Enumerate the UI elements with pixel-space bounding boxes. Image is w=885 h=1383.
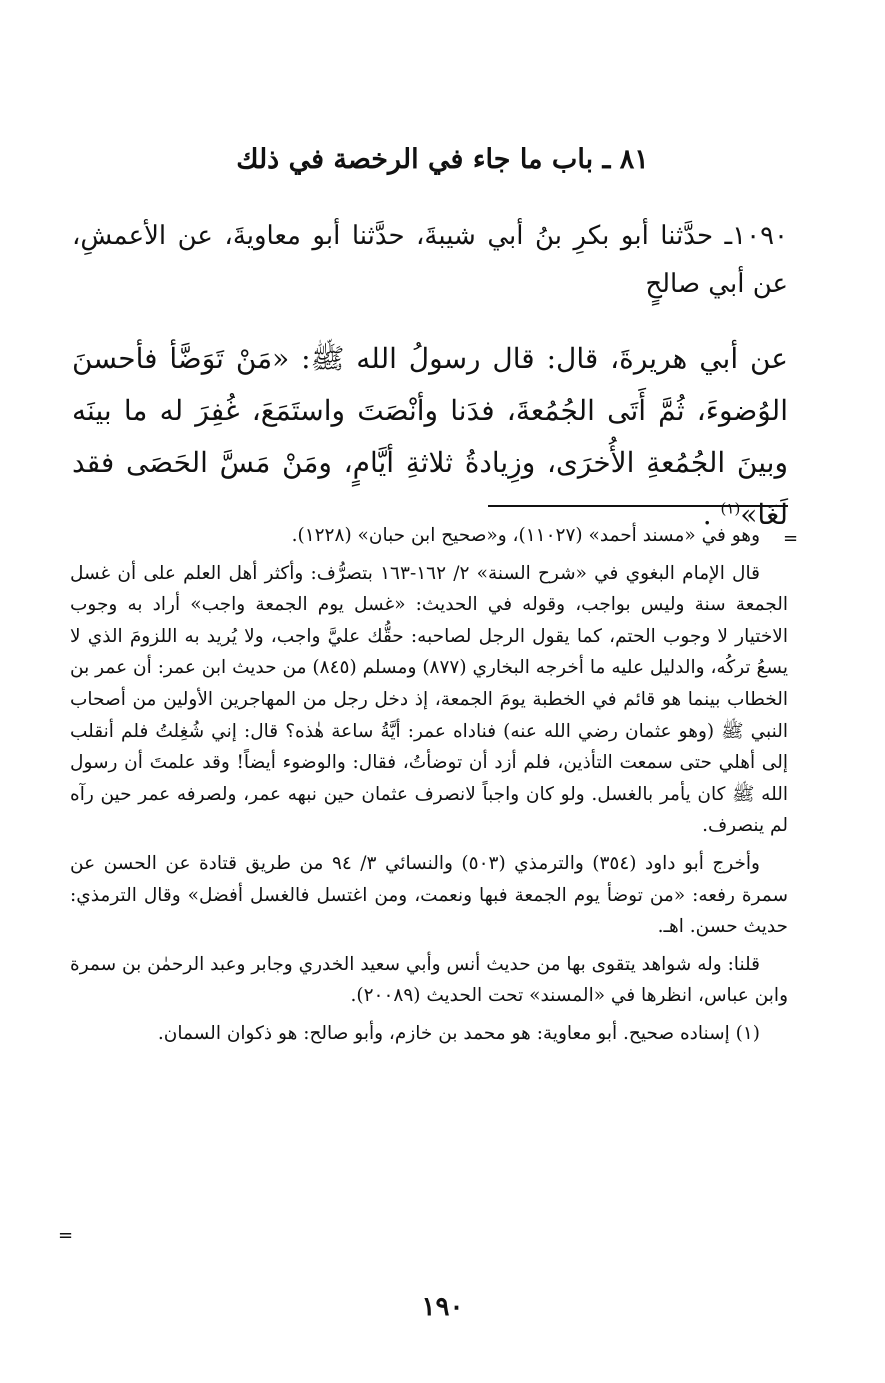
continuation-mark-bottom: = bbox=[58, 1225, 74, 1246]
footnote-paragraph: قال الإمام البغوي في «شرح السنة» ٢/ ١٦٢-١٦٣ بتصرُّف: وأكثر أهل العلم على أن غسل الجمعة سنة وليس بواجب، وقوله في الحديث: «غسل يوم الجمعة واجب» أراد به وجوب الاختيار لا وجوب الحتم، كما يقول الرجل لصاحبه: حقُّك عليَّ واجب، ولا يُريد به اللزومَ الذي لا يسعُ تركُه، والدليل عليه ما أخرجه البخاري (٨٧٧) ومسلم (٨٤٥) من حديث ابن عمر: أن عمر بن الخطاب بينما هو قائم في الخطبة يومَ الجمعة، إذ دخل رجل من المهاجرين الأولين من أصحاب النبي ﷺ (وهو عثمان رضي الله عنه) فناداه عمر: أيَّةُ ساعة هٰذه؟ قال: إني شُغِلتُ فلم أنقلب إلى أهلي حتى سمعت التأذين، فلم أزد أن توضأتُ، فقال: والوضوء أيضاً! وقد علمتَ أن رسول الله ﷺ كان يأمر بالغسل. ولو كان واجباً لانصرف عثمان حين نبهه عمر، ولصرفه عمر حين رآه لم ينصرف. bbox=[70, 562, 788, 837]
page-number: ١٩٠ bbox=[421, 1292, 464, 1322]
hadith-isnad: حدَّثنا أبو بكرِ بنُ أبي شيبةَ، حدَّثنا أبو معاويةَ، عن الأعمشِ، عن أبي صالحٍ bbox=[72, 221, 788, 299]
footnote-paragraph: وأخرج أبو داود (٣٥٤) والترمذي (٥٠٣) والنسائي ٣/ ٩٤ من طريق قتادة عن الحسن عن سمرة رفعه: «من توضأ يوم الجمعة فبها ونعمت، ومن اغتسل فالغسل أفضل» وقال الترمذي: حديث حسن. اهـ. bbox=[70, 852, 788, 938]
footnote-reference: (١) bbox=[720, 499, 741, 518]
footnote-separator bbox=[488, 505, 788, 507]
hadith-matn: عن أبي هريرةَ، قال: قال رسولُ الله ﷺ: «مَنْ تَوَضَّأ فأحسنَ الوُضوءَ، ثُمَّ أَتَى الجُمُعةَ، فدَنا وأنْصَتَ واستَمَعَ، غُفِرَ له ما بينَه وبينَ الجُمُعةِ الأُخرَى، وزِيادةُ ثلاثةِ أيَّامٍ، ومَنْ مَسَّ الحَصَى فقد لَغَا»$^{(١)}$ . bbox=[72, 342, 788, 531]
hadith-chain bbox=[72, 212, 788, 308]
continuation-mark-top: = bbox=[783, 528, 799, 549]
hadith-text: عن أبي هريرةَ، قال: قال رسولُ الله ﷺ: «مَنْ تَوَضَّأ فأحسنَ الوُضوءَ، ثُمَّ أَتَى الجُمُعةَ، فدَنا وأنْصَتَ واستَمَعَ، غُفِرَ له ما بينَه وبينَ الجُمُعةِ الأُخرَى، وزِيادةُ ثلاثةِ أيَّامٍ، ومَنْ مَسَّ الحَصَى فقد لَغَا» bbox=[72, 342, 788, 531]
footnotes-section bbox=[70, 520, 788, 1056]
footnote-paragraph: وهو في «مسند أحمد» (١١٠٢٧)، و«صحيح ابن حبان» (١٢٢٨). bbox=[291, 525, 760, 546]
chapter-title: ٨١ ـ باب ما جاء في الرخصة في ذلك bbox=[236, 144, 649, 175]
footnote-paragraph: قلنا: وله شواهد يتقوى بها من حديث أنس وأبي سعيد الخدري وجابر وعبد الرحمٰن بن سمرة وابن عباس، انظرها في «المسند» تحت الحديث (٢٠٠٨٩). bbox=[70, 953, 788, 1007]
hadith-number: ١٠٩٠ـ bbox=[724, 221, 788, 251]
footnote-paragraph: (١) إسناده صحيح. أبو معاوية: هو محمد بن خازم، وأبو صالح: هو ذكوان السمان. bbox=[157, 1022, 760, 1044]
